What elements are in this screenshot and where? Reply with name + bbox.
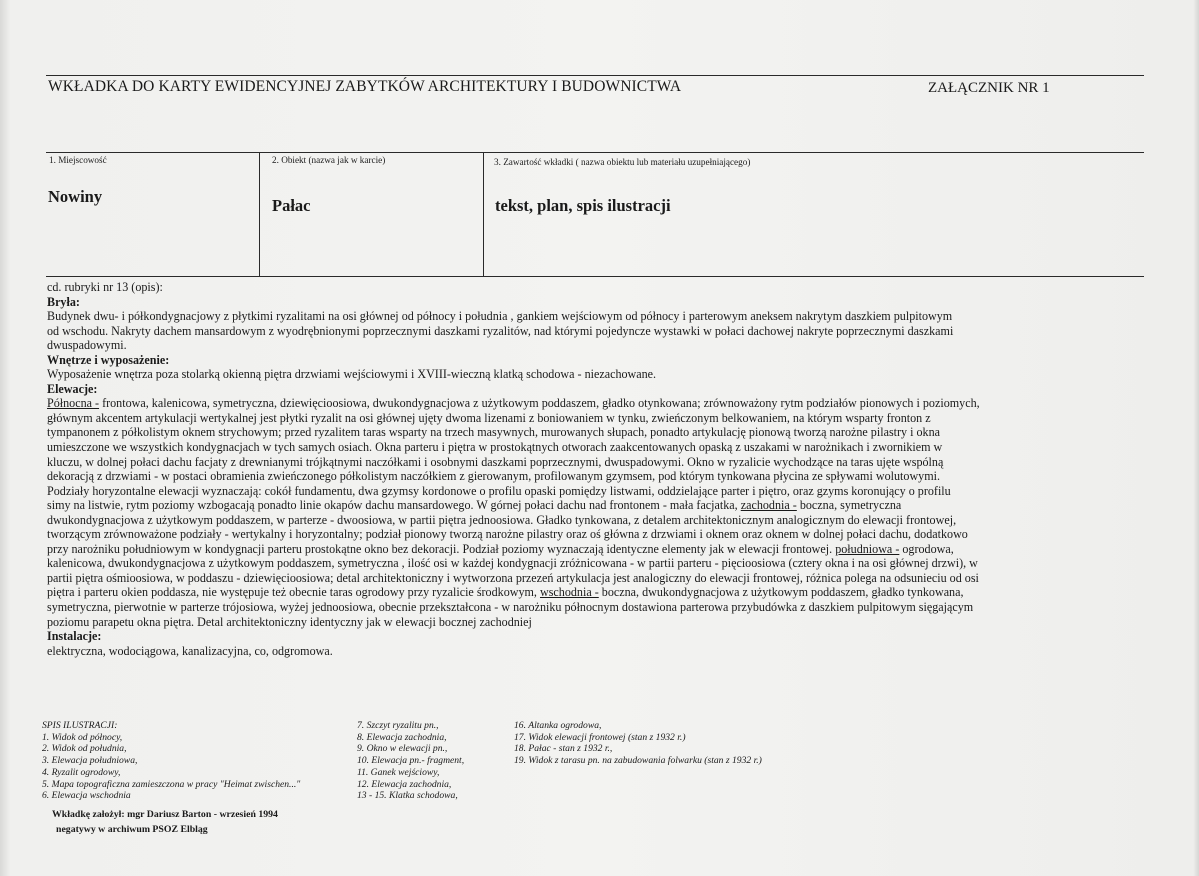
form-title: WKŁADKA DO KARTY EWIDENCYJNEJ ZABYTKÓW ARCHITEKTURY I BUDOWNICTWA bbox=[48, 78, 682, 95]
illustration-item: 12. Elewacja zachodnia, bbox=[357, 778, 452, 790]
wnetrze-heading: Wnętrze i wyposażenie: bbox=[47, 352, 170, 367]
elewacje-line: Podziały horyzontalne elewacji wyznaczają: cokół fundamentu, dwa gzymsy kordonowe o profilu opaski pomiędzy listwami, oddzielające parter i piętro, oraz gzyms koronujący o profilu bbox=[47, 483, 951, 498]
elewacje-text: simy na listwie, rytm poziomy wzbogacają ponadto linie okapów dachu mansardowego. W górnej połaci dachu nad frontonem - mała facjatka, bbox=[47, 498, 741, 513]
illustration-item: 7. Szczyt ryzalitu pn., bbox=[357, 720, 439, 731]
illustrations-heading: SPIS ILUSTRACJI: bbox=[42, 720, 118, 731]
elewacje-line: tympanonem z półkolistym oknem strychowym; przed ryzalitem taras wsparty na trzech masywnych, murowanych słupach, ponadto artykulację pionową tworzą narożne pilastry i okna bbox=[47, 425, 940, 440]
illustration-item: 19. Widok z tarasu pn. na zabudowania folwarku (stan z 1932 r.) bbox=[514, 755, 762, 767]
place-label: 1. Miejscowość bbox=[49, 155, 107, 165]
instalacje-line: elektryczna, wodociągowa, kanalizacyjna, co, odgromowa. bbox=[47, 643, 333, 658]
fields-bottom-rule bbox=[46, 276, 1144, 277]
illustration-item: 4. Ryzalit ogrodowy, bbox=[42, 766, 121, 778]
south-elevation-term: południowa - bbox=[835, 541, 900, 556]
illustration-item: 8. Elewacja zachodnia, bbox=[357, 731, 447, 743]
header-top-rule bbox=[46, 75, 1144, 76]
elewacje-line: kluczu, w dolnej połaci dachu facjaty z drewnianymi trójkątnymi naczółkami i osobnymi daszkami poprzecznymi, dwuspadowymi. Okno w ryzalicie wychodzące na taras ujęte wspólną bbox=[47, 454, 944, 469]
place-value: Nowiny bbox=[48, 187, 103, 206]
author-line: Wkładkę założył: mgr Dariusz Barton - wrzesień 1994 bbox=[52, 809, 278, 820]
illustration-item: 5. Mapa topograficzna zamieszczona w pracy "Heimat zwischen..." bbox=[42, 778, 301, 790]
object-value: Pałac bbox=[272, 196, 311, 215]
elewacje-text: boczna, dwukondygnacjowa z użytkowym poddaszem, gładko tynkowana, bbox=[598, 585, 964, 600]
north-elevation-term: Północna - bbox=[47, 396, 100, 411]
illustrations-col-3 bbox=[514, 720, 762, 767]
annex-label: ZAŁĄCZNIK NR 1 bbox=[928, 80, 1050, 96]
elewacje-text: ogrodowa, bbox=[899, 541, 954, 556]
illustration-item: 18. Pałac - stan z 1932 r., bbox=[514, 743, 613, 755]
elewacje-text: boczna, symetryczna bbox=[796, 498, 902, 513]
instalacje-heading: Instalacje: bbox=[47, 629, 102, 644]
elewacje-heading: Elewacje: bbox=[47, 381, 98, 396]
elewacje-line: umieszczone we wszystkich kondygnacjach w tych samych osiach. Okna parteru i piętra w prostokątnych otworach zaakcentowanych opaską z uszakami w narożnikach i zwornikiem w bbox=[47, 440, 943, 455]
elewacje-line: kalenicowa, dwukondygnacjowa z użytkowym poddaszem, symetryczna , ilość osi w każdej kondygnacji zróżnicowana - w partii parteru - pięcioosiowa (cztery okna i na osi głównej drzwi), w bbox=[47, 556, 978, 571]
bryla-line: Budynek dwu- i półkondygnacjowy z płytkimi ryzalitami na osi głównej od północy i południa , gankiem wejściowym od północy i parterowym aneksem nakrytym daszkiem pulpitowym bbox=[47, 309, 953, 324]
illustrations-col-1 bbox=[42, 720, 300, 802]
east-elevation-term: wschodnia - bbox=[539, 585, 599, 600]
west-elevation-term: zachodnia - bbox=[740, 498, 797, 513]
elewacje-line bbox=[47, 498, 1152, 513]
bryla-line: od wschodu. Nakryty dachem mansardowym z wyodrębnionymi poprzecznymi daszkami ryzalitów, nad którymi pojedyncze wystawki w połaci dachowej nakryte poprzecznymi daszkami bbox=[47, 323, 954, 338]
illustration-item: 16. Altanka ogrodowa, bbox=[514, 720, 602, 731]
contents-value: tekst, plan, spis ilustracji bbox=[495, 196, 671, 215]
illustration-item: 13 - 15. Klatka schodowa, bbox=[357, 790, 458, 802]
illustration-item: 11. Ganek wejściowy, bbox=[357, 766, 440, 778]
fields-top-rule bbox=[46, 152, 1144, 153]
elewacje-line: głównym akcentem artykulacji wertykalnej jest płytki ryzalit na osi głównej ujęty dwoma lizenami z boniowaniem w tynku, zwieńczonym belkowaniem, na którym wsparty fronton z bbox=[47, 410, 931, 425]
bryla-heading: Bryła: bbox=[47, 294, 80, 309]
bryla-line: dwuspadowymi. bbox=[47, 338, 127, 353]
illustration-item: 2. Widok od południa, bbox=[42, 743, 127, 755]
illustrations-col-2 bbox=[357, 720, 464, 802]
elewacje-line bbox=[47, 396, 1152, 411]
illustration-item: 10. Elewacja pn.- fragment, bbox=[357, 755, 465, 767]
elewacje-line: dwukondygnacjowa z użytkowym poddaszem, w parterze - dwoosiowa, w partii piętra jednoosiowa. Gładko tynkowana, z detalem architektonicznym analogicznym do elewacji frontowej, bbox=[47, 512, 957, 527]
elewacje-line: partii piętra ośmioosiowa, w poddaszu - dziewięcioosiowa; detal architektoniczny i wytworzona przezeń artykulacja jest analogiczny do elewacji frontowej, różnica polega na odsunieciu od osi bbox=[47, 570, 979, 585]
elewacje-text: przy narożniku południowym w kondygnacji parteru prostokątne okno bez dekoracji. Podział poziomy wyznaczają identyczne elementy jak w elewacji frontowej. bbox=[47, 541, 836, 556]
elewacje-line: tworzącym zrównoważone podziały - wertykalny i horyzontalny; podział pionowy tworzą narożne pilastry oraz oś główna z drzwiami i oknem oraz oknem w dolnej połaci dachu, dodatkowo bbox=[47, 527, 968, 542]
elewacje-line bbox=[47, 542, 1152, 557]
elewacje-text: piętra i parteru okien poddasza, nie występuje też obecnie taras ogrodowy przy ryzalicie środkowym, bbox=[47, 585, 540, 600]
elewacje-line: dekoracją z drzwiami - w postaci obramienia zwieńczonego półkolistym naczółkiem z gierowanym, profilowanym gzymsem, pod którym tynkowana płycina ze spływami wolutowymi. bbox=[47, 469, 941, 484]
fields-divider-1 bbox=[259, 152, 260, 276]
contents-label: 3. Zawartość wkładki ( nazwa obiektu lub materiału uzupełniającego) bbox=[494, 157, 751, 167]
elewacje-line: symetryczna, pierwotnie w parterze trójosiowa, wyżej jednoosiowa, obecnie przekształcona - w narożniku północnym dostawiona parterowa przybudówka z daszkiem pulpitowym sięgającym bbox=[47, 600, 974, 615]
fields-divider-2 bbox=[483, 152, 484, 276]
elewacje-text: frontowa, kalenicowa, symetryczna, dziewięcioosiowa, dwukondygnacjowa z użytkowym poddaszem, gładko otynkowana; zrównoważony rytm podziałów pionowych i poziomych, bbox=[99, 396, 980, 411]
illustration-item: 9. Okno w elewacji pn., bbox=[357, 743, 448, 755]
illustration-item: 17. Widok elewacji frontowej (stan z 1932 r.) bbox=[514, 731, 686, 743]
scan-edge-left bbox=[0, 0, 10, 876]
illustration-item: 6. Elewacja wschodnia bbox=[42, 790, 131, 802]
description-text bbox=[47, 280, 1152, 658]
elewacje-line bbox=[47, 585, 1152, 600]
wnetrze-line: Wyposażenie wnętrza poza stolarką okienną piętra drzwiami wejściowymi i XVIII-wieczną klatką schodowa - niezachowane. bbox=[47, 367, 657, 382]
illustration-item: 3. Elewacja południowa, bbox=[42, 755, 138, 767]
object-label: 2. Obiekt (nazwa jak w karcie) bbox=[272, 155, 386, 165]
intro-line: cd. rubryki nr 13 (opis): bbox=[47, 280, 163, 294]
illustration-item: 1. Widok od północy, bbox=[42, 731, 123, 743]
scan-edge-right bbox=[1193, 0, 1199, 876]
negatives-line: negatywy w archiwum PSOZ Elbląg bbox=[56, 824, 208, 835]
elewacje-line: poziomu parapetu okna piętra. Detal architektoniczny identyczny jak w elewacji bocznej zachodniej bbox=[47, 614, 532, 629]
